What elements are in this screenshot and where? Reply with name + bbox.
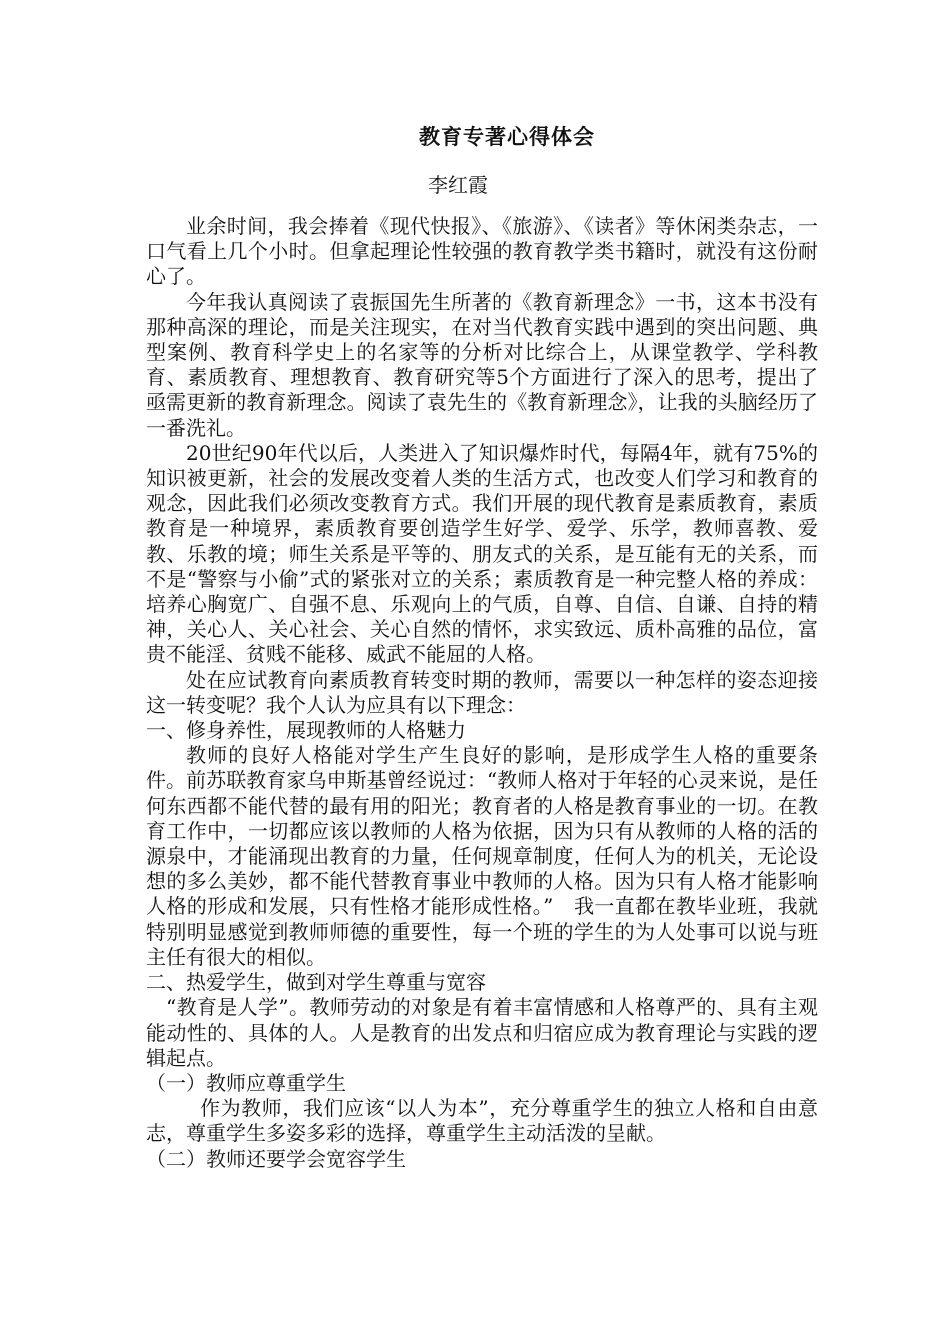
paragraph: 20世纪90年代以后，人类进入了知识爆炸时代，每隔4年，就有75%的知识被更新，社会的发展改变着人类的生活方式，也改变人们学习和教育的观念，因此我们必须改变教育方式。我们开展的现代教育是素质教育，素质教育是一种境界，素质教育要创造学生好学、爱学、乐学，教师喜教、爱教、乐教的境；师生关系是平等的、朋友式的关系，是互能有无的关系，而不是“警察与小偷”式的紧张对立的关系；素质教育是一种完整人格的养成：培养心胸宽广、自强不息、乐观向上的气质，自尊、自信、自谦、自持的精神，关心人、关心社会、关心自然的情怀，求实致远、质朴高雅的品位，富贵不能淫、贫贱不能移、威武不能屈的人格。 [146, 440, 818, 667]
paragraph: “教育是人学”。教师劳动的对象是有着丰富情感和人格尊严的、具有主观能动性的、具体的人。人是教育的出发点和归宿应成为教育理论与实践的逻辑起点。 [146, 995, 818, 1070]
paragraph: 业余时间，我会捧着《现代快报》、《旅游》、《读者》等休闲类杂志，一口气看上几个小时。但拿起理论性较强的教育教学类书籍时，就没有这份耐心了。 [146, 214, 818, 289]
section-heading: 一、修身养性，展现教师的人格魅力 [146, 718, 466, 743]
document-title: 教育专著心得体会 [419, 124, 595, 149]
document-author: 李红霞 [428, 173, 488, 197]
paragraph: 教师的良好人格能对学生产生良好的影响，是形成学生人格的重要条件。前苏联教育家乌申斯基曾经说过：“教师人格对于年轻的心灵来说，是任何东西都不能代替的最有用的阳光；教育者的人格是教育事业的一切。在教育工作中，一切都应该以教师的人格为依据，因为只有从教师的人格的活的源泉中，才能涌现出教育的力量，任何规章制度，任何人为的机关，无论设想的多么美妙，都不能代替教育事业中教师的人格。因为只有人格才能影响人格的形成和发展，只有性格才能形成性格。” 我一直都在教毕业班，我就特别明显感觉到教师师德的重要性，每一个班的学生的为人处事可以说与班主任有很大的相似。 [146, 743, 818, 969]
paragraph: 处在应试教育向素质教育转变时期的教师，需要以一种怎样的姿态迎接这一转变呢？我个人认为应具有以下理念： [146, 667, 818, 717]
section-heading: 二、热爱学生，做到对学生尊重与宽容 [146, 970, 486, 995]
subsection-heading: （二）教师还要学会宽容学生 [146, 1146, 406, 1171]
subsection-heading: （一）教师应尊重学生 [146, 1070, 346, 1095]
paragraph: 作为教师，我们应该“以人为本”，充分尊重学生的独立人格和自由意志，尊重学生多姿多彩的选择，尊重学生主动活泼的呈献。 [146, 1096, 818, 1146]
document-body [146, 214, 818, 1172]
paragraph: 今年我认真阅读了袁振国先生所著的《教育新理念》一书，这本书没有那种高深的理论，而是关注现实，在对当代教育实践中遇到的突出问题、典型案例、教育科学史上的名家等的分析对比综合上，从课堂教学、学科教育、素质教育、理想教育、教育研究等5个方面进行了深入的思考，提出了亟需更新的教育新理念。阅读了袁先生的《教育新理念》，让我的头脑经历了一番洗礼。 [146, 289, 818, 440]
